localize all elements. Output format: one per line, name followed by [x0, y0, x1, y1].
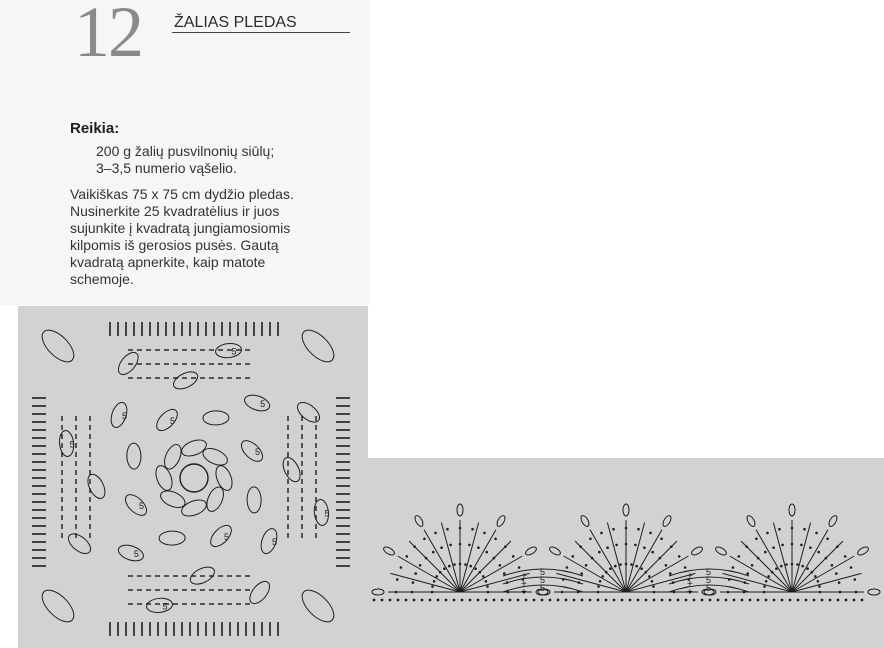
chain-dot: [445, 599, 448, 602]
chain-dot: [805, 599, 808, 602]
chain-dot: [855, 591, 858, 594]
chain-dot: [651, 580, 654, 583]
chain-dot: [669, 572, 672, 575]
chain-dot: [406, 555, 409, 558]
stitch-mark: [460, 523, 479, 593]
chain-dot: [839, 591, 842, 594]
chain-dot: [493, 557, 496, 560]
chain-loop: [207, 522, 235, 550]
chain-loop: [238, 437, 266, 465]
chain-count-label: 5: [122, 410, 128, 421]
chain-dot: [861, 599, 864, 602]
edging-symbols: [372, 504, 880, 601]
description-line: sujunkite į kvadratą jungiamosiomis: [70, 220, 291, 236]
picot-loop: [372, 589, 384, 595]
chain-dot: [433, 580, 436, 583]
chain-dot: [471, 528, 474, 531]
stitch-mark: [792, 523, 811, 593]
chain-dot: [400, 566, 403, 569]
chain-loop: [37, 325, 79, 367]
chain-loop: [37, 585, 79, 627]
chain-dot: [801, 565, 804, 568]
chain-dot: [755, 538, 758, 541]
chain-dot: [845, 599, 848, 602]
chain-loop: [179, 437, 208, 459]
chain-dot: [811, 571, 814, 574]
chain-dot: [844, 555, 847, 558]
picot-loop: [382, 545, 395, 556]
stitch-mark: [626, 573, 696, 592]
chain-loop: [297, 325, 339, 367]
chain-dot: [725, 599, 728, 602]
chain-dot: [373, 599, 376, 602]
chain-dot: [589, 599, 592, 602]
chain-dot: [432, 551, 435, 554]
chain-dot: [597, 585, 600, 588]
chain-dot: [448, 565, 451, 568]
chain-dot: [580, 572, 583, 575]
chain-loop: [84, 472, 108, 502]
chain-dot: [733, 599, 736, 602]
chain-dot: [600, 532, 603, 535]
chain-dot: [437, 599, 440, 602]
single-crochet-symbol: +: [687, 579, 693, 590]
chain-dot: [557, 599, 560, 602]
pattern-title: ŽALIAS PLEDAS: [174, 14, 297, 31]
stitch-mark: [723, 573, 793, 592]
chain-dot: [479, 571, 482, 574]
stitch-mark: [792, 573, 862, 592]
chain-dot: [772, 546, 775, 549]
chain-count-label: 5: [170, 416, 176, 426]
chain-dot: [825, 557, 828, 560]
picot-loop: [457, 504, 463, 516]
chain-dot: [659, 557, 662, 560]
chain-dot: [684, 566, 687, 569]
chain-dot: [775, 567, 778, 570]
chain-dot: [771, 571, 774, 574]
chain-dot: [814, 575, 817, 578]
chain-dot: [778, 528, 781, 531]
chain-dot: [504, 545, 507, 548]
description-paragraph: [70, 186, 360, 288]
chain-dot: [512, 555, 515, 558]
chain-dot: [645, 599, 648, 602]
chain-dot: [764, 551, 767, 554]
chain-dot: [838, 581, 841, 584]
chain-dot: [561, 591, 564, 594]
chain-count-label: 5: [162, 601, 168, 612]
chain-dot: [605, 571, 608, 574]
description-line: kvadratą apnerkite, kaip matote: [70, 254, 266, 270]
chain-dot: [797, 599, 800, 602]
chain-dot: [591, 557, 594, 560]
chain-dot: [645, 571, 648, 574]
chain-dot: [625, 563, 628, 566]
chain-dot: [449, 544, 452, 547]
chain-dot: [745, 545, 748, 548]
chain-loop: [153, 406, 181, 434]
chain-count-label: 5: [324, 508, 330, 519]
chain-dot: [693, 599, 696, 602]
chain-dot: [453, 599, 456, 602]
chain-dot: [549, 599, 552, 602]
chain-dot: [485, 599, 488, 602]
chain-dot: [651, 551, 654, 554]
chain-dot: [395, 591, 398, 594]
chain-dot: [503, 572, 506, 575]
chain-loop: [280, 455, 304, 485]
chain-dot: [414, 572, 417, 575]
chain-dot: [854, 578, 857, 581]
chain-dot: [709, 599, 712, 602]
chain-dot: [598, 551, 601, 554]
chain-dot: [732, 566, 735, 569]
chain-loop: [159, 531, 185, 546]
chain-dot: [821, 599, 824, 602]
chain-loop: [127, 443, 142, 469]
chain-count-label: 5: [69, 439, 75, 450]
chain-count-label: 5: [272, 537, 278, 548]
chain-dot: [853, 599, 856, 602]
picot-loop: [413, 514, 424, 527]
pattern-number: 12: [74, 0, 142, 72]
chain-loop: [179, 497, 208, 519]
chain-loop: [153, 463, 175, 492]
picot-loop: [524, 545, 537, 556]
chain-loop: [203, 411, 229, 426]
chain-dot: [613, 599, 616, 602]
chain-dot: [589, 538, 592, 541]
stitch-mark: [391, 573, 461, 592]
chain-dot: [517, 599, 520, 602]
edging-diagram: [368, 458, 884, 648]
picot-loop: [868, 589, 880, 595]
chain-dot: [565, 599, 568, 602]
chain-count-label: 5: [231, 346, 237, 357]
chain-dot: [494, 538, 497, 541]
chain-dot: [817, 551, 820, 554]
chain-dot: [469, 599, 472, 602]
chain-dot: [431, 585, 434, 588]
single-crochet-symbol: +: [521, 587, 527, 598]
chain-dot: [785, 563, 788, 566]
materials-line: 3–3,5 numerio vąšelio.: [96, 160, 237, 176]
chain-count-label: 5: [706, 575, 712, 585]
chain-dot: [660, 538, 663, 541]
chain-dot: [440, 546, 443, 549]
chain-dot: [836, 545, 839, 548]
picot-loop: [690, 545, 703, 556]
chain-dot: [661, 599, 664, 602]
chain-dot: [637, 528, 640, 531]
chain-dot: [637, 599, 640, 602]
chain-dot: [634, 544, 637, 547]
chain-dot: [443, 567, 446, 570]
chain-count-label: 5: [255, 447, 261, 457]
chain-dot: [630, 563, 633, 566]
chain-dot: [767, 575, 770, 578]
chain-dot: [425, 557, 428, 560]
chain-dot: [493, 599, 496, 602]
chain-dot: [831, 564, 834, 567]
materials-heading: Reikia:: [70, 120, 120, 137]
chain-dot: [665, 564, 668, 567]
chain-dot: [601, 575, 604, 578]
chain-dot: [541, 599, 544, 602]
picot-loop: [623, 504, 629, 516]
chain-dot: [757, 599, 760, 602]
chain-dot: [499, 564, 502, 567]
picot-loop: [827, 514, 838, 527]
chain-dot: [649, 532, 652, 535]
chain-dot: [826, 538, 829, 541]
chain-dot: [446, 528, 449, 531]
chain-dot: [397, 599, 400, 602]
chain-dot: [765, 580, 768, 583]
chain-dot: [780, 565, 783, 568]
chain-dot: [485, 580, 488, 583]
chain-loop: [294, 399, 323, 426]
picot-loop: [789, 504, 795, 516]
description-line: Vaikiškas 75 x 75 cm dydžio pledas.: [70, 186, 294, 202]
chain-loop: [146, 597, 173, 614]
chain-dot: [835, 572, 838, 575]
chain-count-label: 5: [540, 567, 546, 577]
center-ring: [180, 464, 208, 492]
chain-dot: [813, 599, 816, 602]
chain-dot: [413, 545, 416, 548]
chain-count-label: 5: [224, 532, 230, 542]
description-line: Nusinerkite 25 kvadratėlius ir juos: [70, 203, 280, 219]
chain-dot: [464, 563, 467, 566]
description-line: kilpomis iš gerosios pusės. Gautą: [70, 237, 279, 253]
chain-dot: [612, 528, 615, 531]
picot-loop: [495, 514, 506, 527]
chain-dot: [653, 599, 656, 602]
chain-dot: [817, 580, 820, 583]
chain-dot: [573, 599, 576, 602]
chain-dot: [819, 591, 822, 594]
chain-count-label: 5: [133, 549, 139, 559]
chain-dot: [423, 538, 426, 541]
chain-dot: [815, 532, 818, 535]
chain-dot: [791, 543, 794, 546]
chain-dot: [599, 580, 602, 583]
chain-dot: [621, 599, 624, 602]
chain-dot: [669, 599, 672, 602]
chain-dot: [477, 599, 480, 602]
chain-dot: [763, 591, 766, 594]
chain-dot: [381, 599, 384, 602]
chain-dot: [459, 543, 462, 546]
chain-dot: [741, 599, 744, 602]
stitch-mark: [607, 523, 626, 593]
chain-loop: [297, 585, 339, 627]
chain-dot: [717, 599, 720, 602]
chain-dot: [413, 599, 416, 602]
chain-dot: [412, 581, 415, 584]
stitch-mark: [460, 573, 530, 592]
chain-dot: [625, 527, 628, 530]
chain-dot: [518, 566, 521, 569]
chain-loop: [243, 392, 272, 414]
chain-dot: [773, 599, 776, 602]
chain-dot: [619, 563, 622, 566]
chain-dot: [678, 555, 681, 558]
chain-count-label: 5: [540, 583, 546, 593]
chain-dot: [677, 599, 680, 602]
chain-dot: [482, 575, 485, 578]
chain-dot: [533, 599, 536, 602]
chain-dot: [566, 566, 569, 569]
chain-count-label: 5: [260, 399, 266, 409]
chain-dot: [727, 591, 730, 594]
chain-dot: [435, 575, 438, 578]
materials-list: [96, 143, 274, 177]
single-crochet-symbol: +: [687, 571, 693, 582]
chain-dot: [597, 599, 600, 602]
chain-dot: [459, 527, 462, 530]
chain-dot: [803, 528, 806, 531]
chain-dot: [525, 599, 528, 602]
single-crochet-symbol: +: [521, 571, 527, 582]
picot-loop: [856, 545, 869, 556]
chain-dot: [652, 585, 655, 588]
chain-dot: [685, 599, 688, 602]
title-underline: [172, 32, 350, 33]
chain-dot: [640, 567, 643, 570]
chain-dot: [453, 563, 456, 566]
chain-dot: [439, 571, 442, 574]
chain-dot: [396, 578, 399, 581]
chain-loop: [171, 368, 201, 392]
chain-dot: [483, 532, 486, 535]
chain-dot: [766, 532, 769, 535]
picot-loop: [661, 514, 672, 527]
picot-loop: [745, 514, 756, 527]
chain-dot: [781, 544, 784, 547]
chain-dot: [597, 591, 600, 594]
chain-dot: [791, 563, 794, 566]
chain-dot: [781, 599, 784, 602]
picot-loop: [714, 545, 727, 556]
chain-count-label: 5: [706, 567, 712, 577]
chain-dot: [789, 599, 792, 602]
chain-dot: [806, 567, 809, 570]
chain-dot: [629, 599, 632, 602]
chain-dot: [469, 565, 472, 568]
single-crochet-symbol: +: [687, 587, 693, 598]
picot-loop: [579, 514, 590, 527]
chain-loop: [116, 542, 145, 564]
chain-dot: [818, 585, 821, 588]
chain-dot: [585, 564, 588, 567]
chain-dot: [411, 591, 414, 594]
square-motif-diagram: [18, 306, 368, 648]
chain-dot: [609, 567, 612, 570]
chain-dot: [429, 599, 432, 602]
chain-dot: [419, 564, 422, 567]
stitch-mark: [557, 573, 627, 592]
chain-dot: [625, 543, 628, 546]
chain-dot: [434, 532, 437, 535]
chain-count-label: 5: [139, 501, 145, 511]
description-line: schemoje.: [70, 271, 134, 287]
square-motif-symbols: [32, 322, 350, 636]
stitch-mark: [441, 523, 460, 593]
chain-dot: [809, 546, 812, 549]
chain-dot: [763, 585, 766, 588]
chain-dot: [389, 599, 392, 602]
chain-count-label: 5: [706, 583, 712, 593]
chain-dot: [572, 555, 575, 558]
chain-dot: [614, 565, 617, 568]
chain-dot: [829, 599, 832, 602]
chain-loop: [246, 578, 273, 607]
chain-dot: [459, 563, 462, 566]
chain-dot: [791, 527, 794, 530]
chain-dot: [431, 591, 434, 594]
chain-dot: [421, 599, 424, 602]
chain-dot: [850, 566, 853, 569]
chain-dot: [751, 564, 754, 567]
chain-dot: [796, 563, 799, 566]
chain-dot: [509, 599, 512, 602]
chain-dot: [757, 557, 760, 560]
chain-dot: [606, 546, 609, 549]
chain-dot: [765, 599, 768, 602]
chain-dot: [474, 567, 477, 570]
chain-dot: [501, 599, 504, 602]
chain-dot: [635, 565, 638, 568]
chain-dot: [579, 545, 582, 548]
chain-dot: [615, 544, 618, 547]
chain-dot: [643, 546, 646, 549]
chain-dot: [486, 585, 489, 588]
chain-dot: [670, 545, 673, 548]
stitch-mark: [773, 523, 792, 593]
chain-count-label: 5: [540, 575, 546, 585]
picot-loop: [548, 545, 561, 556]
chain-dot: [800, 544, 803, 547]
chain-dot: [477, 546, 480, 549]
chain-loop: [122, 491, 150, 519]
chain-dot: [837, 599, 840, 602]
chain-dot: [405, 599, 408, 602]
chain-dot: [487, 591, 490, 594]
chain-dot: [749, 599, 752, 602]
chain-dot: [605, 599, 608, 602]
single-crochet-symbol: +: [521, 579, 527, 590]
chain-dot: [461, 599, 464, 602]
chain-dot: [485, 551, 488, 554]
chain-dot: [653, 591, 656, 594]
chain-dot: [738, 555, 741, 558]
materials-line: 200 g žalių pusvilnonių siūlų;: [96, 143, 275, 159]
stitch-mark: [626, 523, 645, 593]
chain-dot: [648, 575, 651, 578]
chain-dot: [701, 599, 704, 602]
chain-dot: [746, 572, 749, 575]
chain-dot: [581, 599, 584, 602]
chain-dot: [468, 544, 471, 547]
chain-loop: [247, 487, 262, 513]
chain-loop: [213, 463, 235, 492]
